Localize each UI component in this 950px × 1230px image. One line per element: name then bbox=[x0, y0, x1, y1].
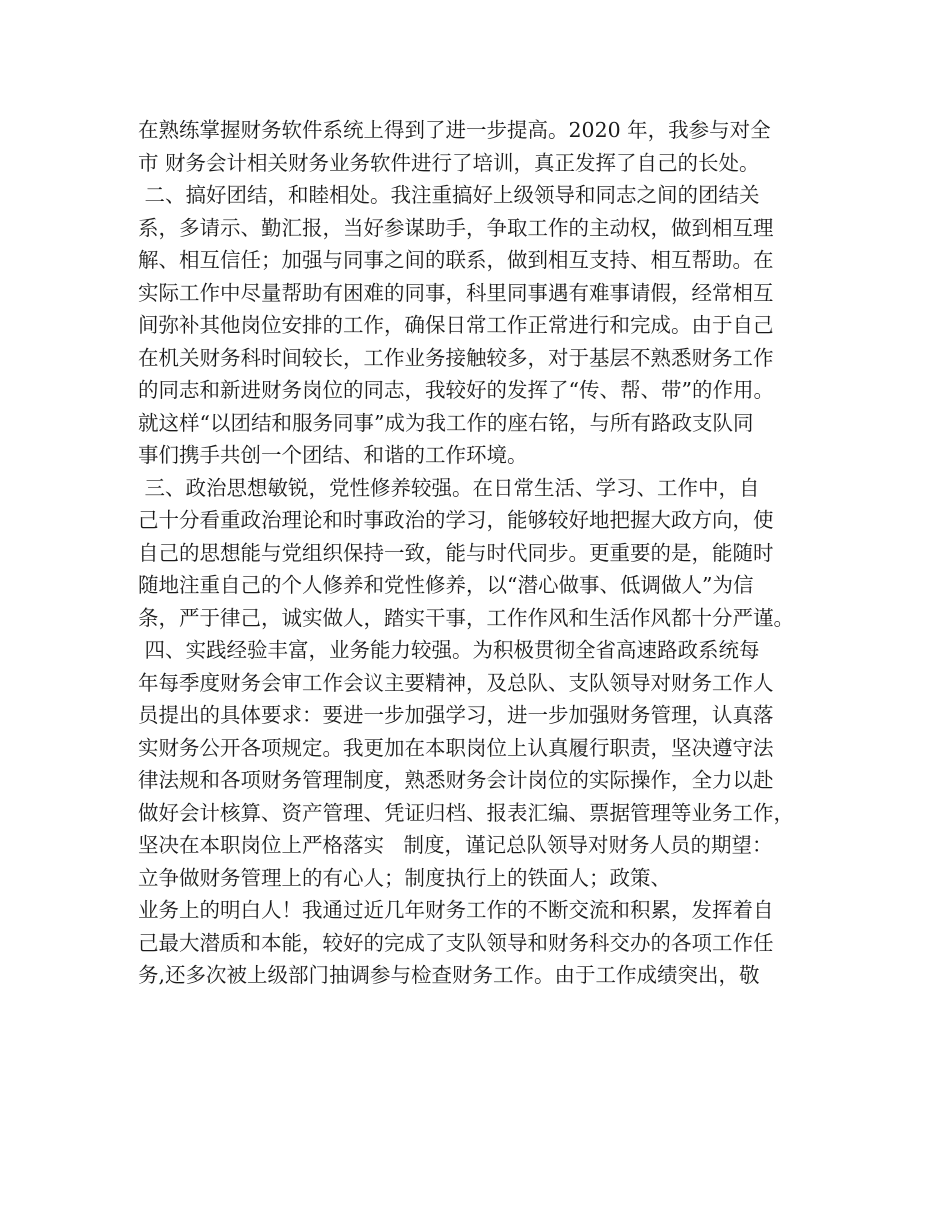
text-line: 实财务公开各项规定。我更加在本职岗位上认真履行职责，坚决遵守法 bbox=[138, 735, 774, 760]
text-line: 立争做财务管理上的有心人；制度执行上的铁面人；政策、 bbox=[138, 865, 671, 890]
text-line: 条，严于律己，诚实做人，踏实干事，工作作风和生活作风都十分严谨。 bbox=[138, 605, 794, 630]
text-line: 员提出的具体要求：要进一步加强学习，进一步加强财务管理，认真落 bbox=[138, 703, 774, 727]
text-line: 二、搞好团结，和睦相处。我注重搞好上级领导和同志之间的团结关 bbox=[138, 183, 760, 207]
text-line: 实际工作中尽量帮助有困难的同事，科里同事遇有难事请假，经常相互 bbox=[138, 280, 774, 305]
text-line: 随地注重自己的个人修养和党性修养，以“潜心做事、低调做人”为信 bbox=[138, 573, 754, 597]
text-line: 三、政治思想敏锐，党性修养较强。在日常生活、学习、工作中，自 bbox=[138, 475, 760, 500]
text-line: 市 财务会计相关财务业务软件进行了培训，真正发挥了自己的长处。 bbox=[138, 150, 760, 175]
text-line: 年每季度财务会审工作会议主要精神，及总队、支队领导对财务工作人 bbox=[138, 670, 774, 695]
document-body-text bbox=[138, 114, 828, 992]
text-line: 自己的思想能与党组织保持一致，能与时代同步。更重要的是，能随时 bbox=[138, 540, 774, 565]
text-line: 律法规和各项财务管理制度，熟悉财务会计岗位的实际操作，全力以赴 bbox=[138, 768, 774, 792]
text-line: 做好会计核算、资产管理、凭证归档、报表汇编、票据管理等业务工作， bbox=[138, 800, 794, 825]
text-line: 在机关财务科时间较长，工作业务接触较多，对于基层不熟悉财务工作 bbox=[138, 345, 774, 370]
text-line: 在熟练掌握财务软件系统上得到了进一步提高。2020 年，我参与对全 bbox=[138, 118, 771, 142]
text-line: 己最大潜质和本能，较好的完成了支队领导和财务科交办的各项工作任 bbox=[138, 930, 774, 955]
text-line: 的同志和新进财务岗位的同志，我较好的发挥了“传、帮、带”的作用。 bbox=[138, 378, 774, 402]
text-line: 四、实践经验丰富，业务能力较强。为积极贯彻全省高速路政系统每 bbox=[138, 638, 760, 662]
text-line: 解、相互信任；加强与同事之间的联系，做到相互支持、相互帮助。在 bbox=[138, 248, 774, 272]
text-line: 己十分看重政治理论和时事政治的学习，能够较好地把握大政方向，使 bbox=[138, 508, 774, 532]
text-line: 间弥补其他岗位安排的工作，确保日常工作正常进行和完成。由于自己 bbox=[138, 313, 774, 337]
text-line: 务,还多次被上级部门抽调参与检查财务工作。由于工作成绩突出，敬 bbox=[138, 963, 760, 987]
text-line: 事们携手共创一个团结、和谐的工作环境。 bbox=[138, 443, 528, 467]
text-line: 系，多请示、勤汇报，当好参谋助手，争取工作的主动权，做到相互理 bbox=[138, 215, 774, 240]
text-line: 坚决在本职岗位上严格落实 制度，谨记总队领导对财务人员的期望： bbox=[138, 833, 773, 857]
text-line: 业务上的明白人！我通过近几年财务工作的不断交流和积累，发挥着自 bbox=[138, 898, 774, 922]
text-line: 就这样“以团结和服务同事”成为我工作的座右铭，与所有路政支队同 bbox=[138, 410, 754, 435]
